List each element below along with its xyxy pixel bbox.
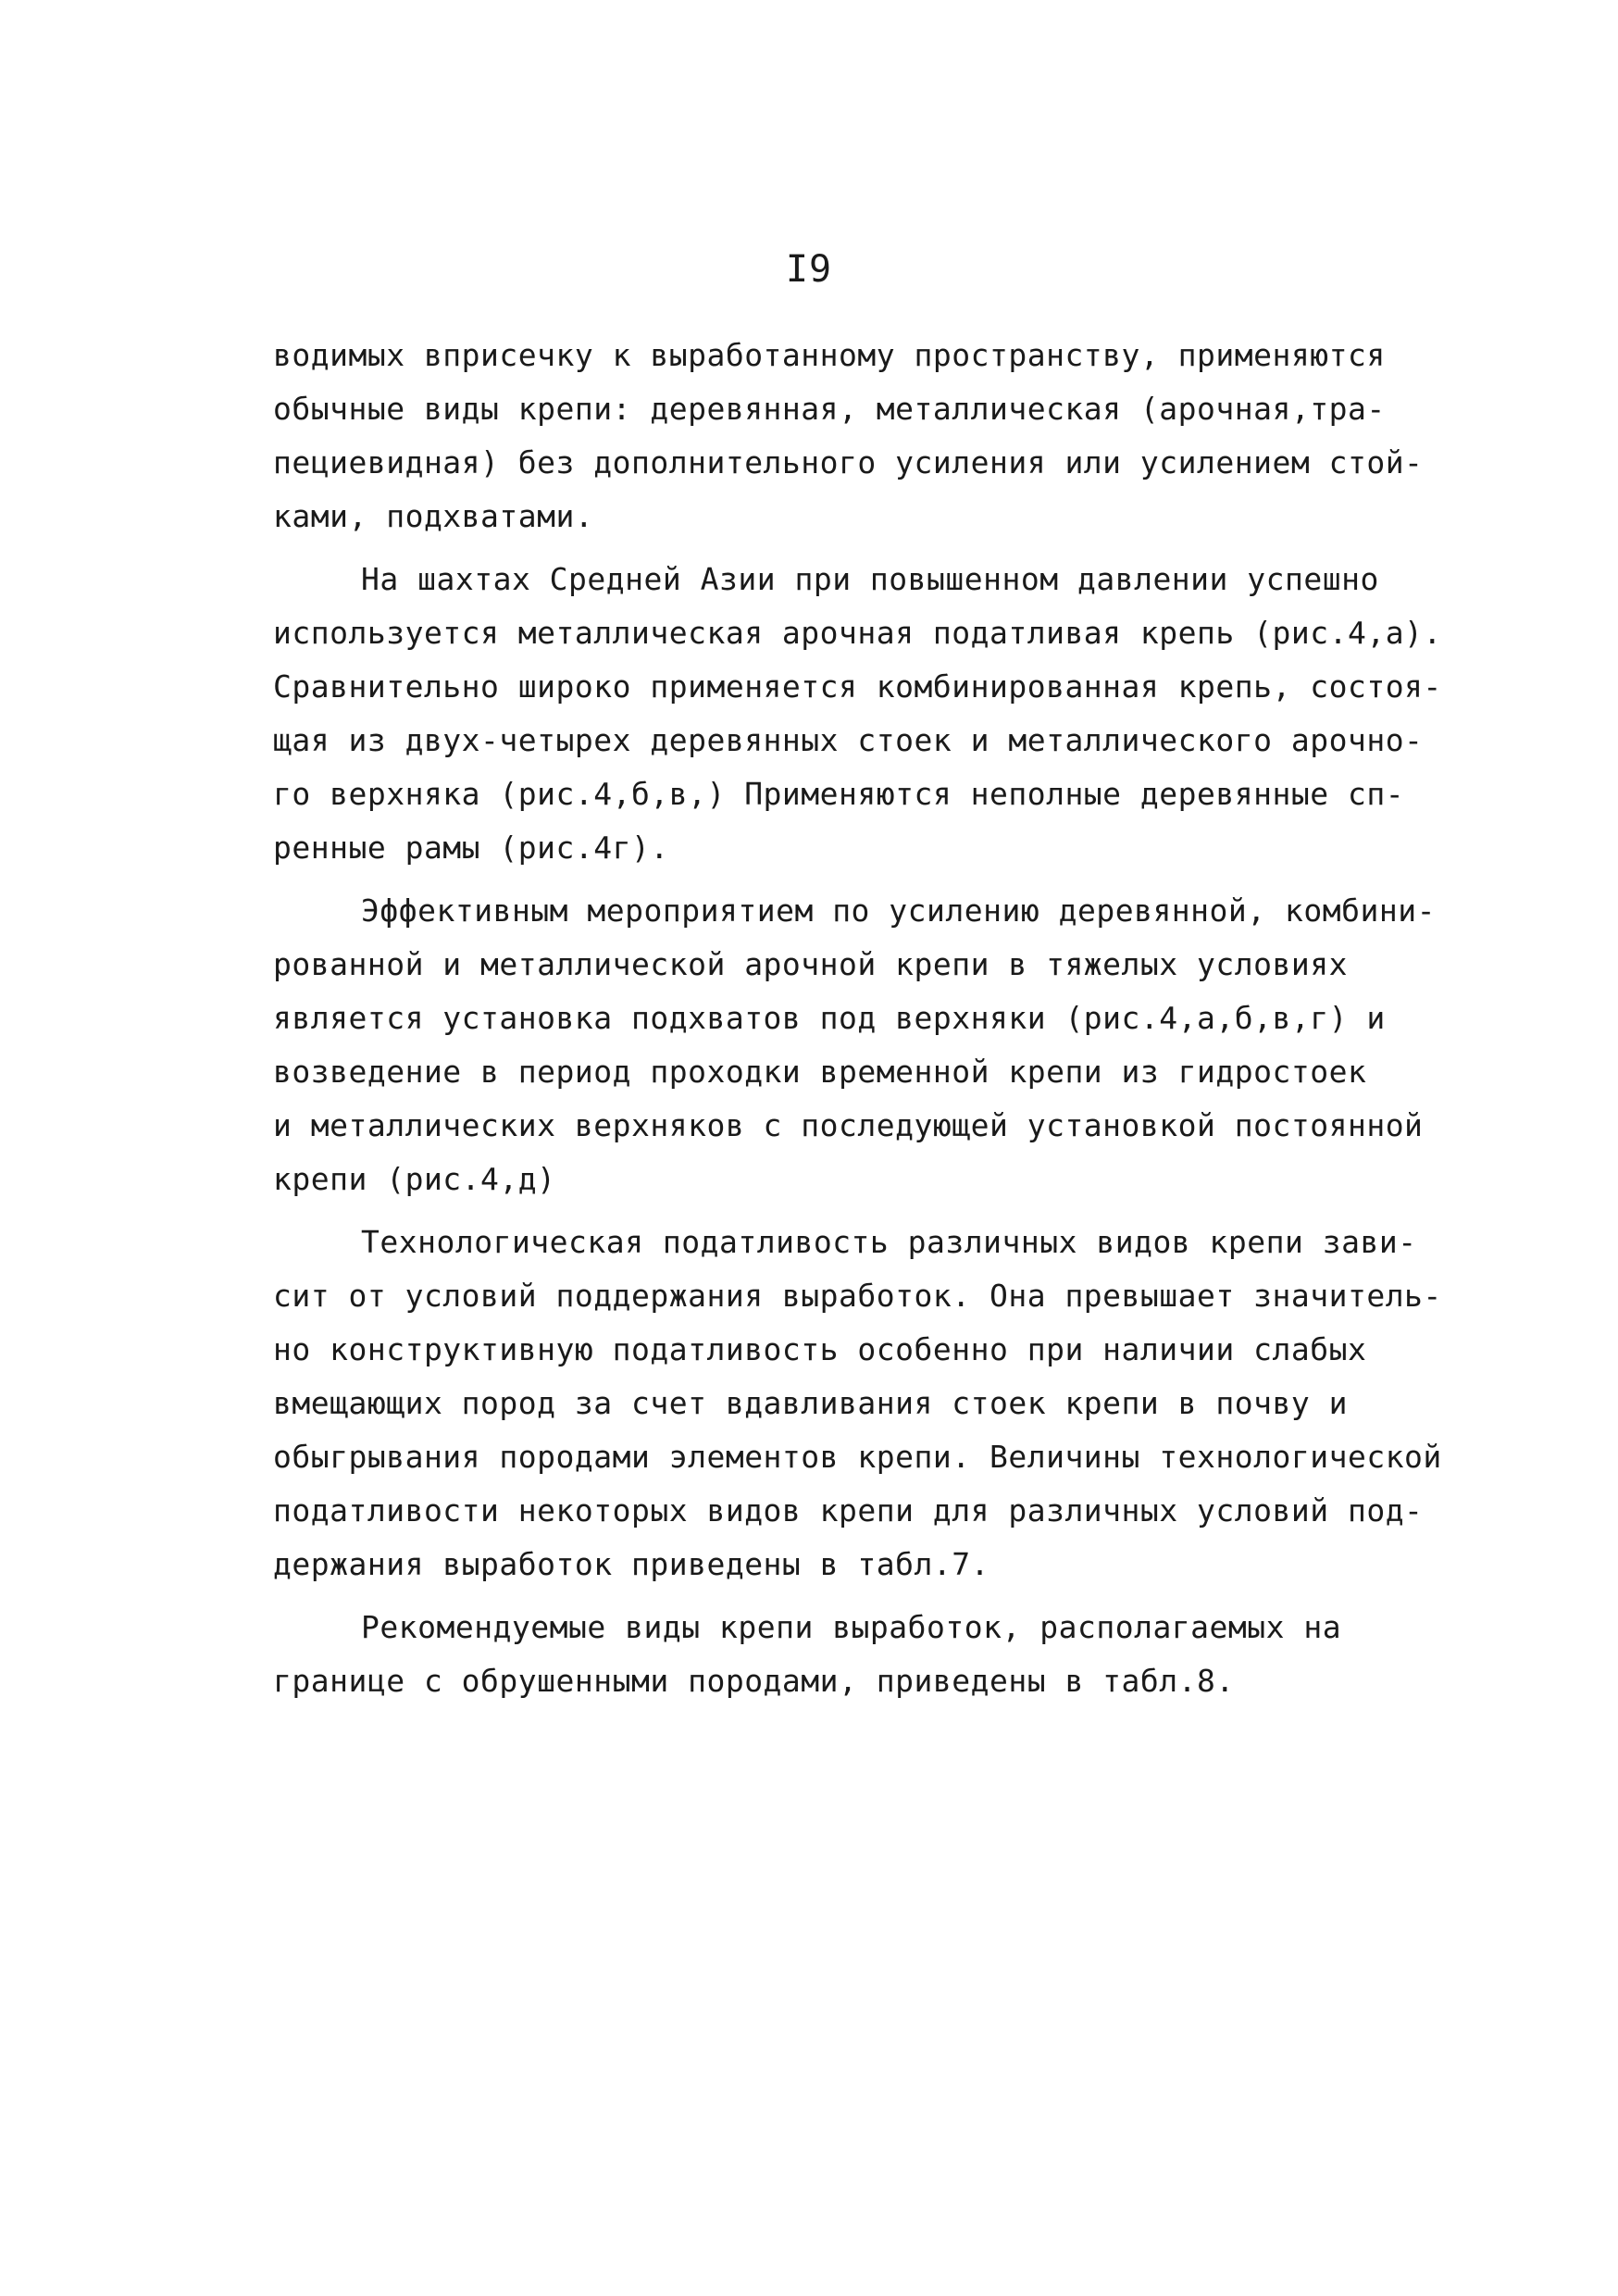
- text-line: Рекомендуемые виды крепи выработок, располагаемых на: [361, 1609, 1342, 1645]
- text-line: Эффективным мероприятием по усилению деревянной, комбини-: [361, 892, 1436, 929]
- body-text: [273, 329, 1442, 1708]
- text-line: возведение в период проходки временной крепи из гидростоек: [273, 1054, 1367, 1090]
- page-number: I9: [785, 248, 833, 291]
- paragraph: [273, 1601, 1421, 1708]
- text-line: Технологическая податливость различных видов крепи зави-: [361, 1224, 1417, 1260]
- text-line: используется металлическая арочная податливая крепь (рис.4,а).: [273, 615, 1442, 651]
- text-line: ками, подхватами.: [273, 498, 594, 534]
- text-line: является установка подхватов под верхняки (рис.4,а,б,в,г) и: [273, 1000, 1386, 1036]
- text-line: обыгрывания породами элементов крепи. Величины технологической: [273, 1439, 1442, 1475]
- text-line: вмещающих пород за счет вдавливания стоек крепи в почву и: [273, 1385, 1348, 1421]
- text-line: щая из двух-четырех деревянных стоек и металлического арочно-: [273, 722, 1424, 758]
- text-line: На шахтах Средней Азии при повышенном давлении успешно: [361, 561, 1379, 597]
- text-line: пециевидная) без дополнительного усиления или усилением стой-: [273, 444, 1424, 480]
- text-line: Сравнительно широко применяется комбинированная крепь, состоя-: [273, 668, 1442, 705]
- text-line: но конструктивную податливость особенно при наличии слабых: [273, 1331, 1367, 1367]
- text-line: податливости некоторых видов крепи для различных условий под-: [273, 1492, 1424, 1529]
- text-line: ренные рамы (рис.4г).: [273, 830, 669, 866]
- paragraph: [273, 329, 1424, 543]
- paragraph: [273, 553, 1442, 875]
- text-line: рованной и металлической арочной крепи в тяжелых условиях: [273, 946, 1348, 982]
- paragraph: [273, 1216, 1442, 1591]
- text-line: сит от условий поддержания выработок. Она превышает значитель-: [273, 1278, 1442, 1314]
- paragraph: [273, 884, 1436, 1206]
- text-line: го верхняка (рис.4,б,в,) Применяются неполные деревянные сп-: [273, 776, 1405, 812]
- text-line: и металлических верхняков с последующей установкой постоянной: [273, 1107, 1424, 1143]
- text-line: обычные виды крепи: деревянная, металлическая (арочная,тра-: [273, 391, 1386, 427]
- text-line: держания выработок приведены в табл.7.: [273, 1546, 989, 1582]
- text-line: водимых вприсечку к выработанному пространству, применяются: [273, 337, 1386, 373]
- text-line: крепи (рис.4,д): [273, 1161, 556, 1197]
- text-line: границе с обрушенными породами, приведены в табл.8.: [273, 1663, 1235, 1699]
